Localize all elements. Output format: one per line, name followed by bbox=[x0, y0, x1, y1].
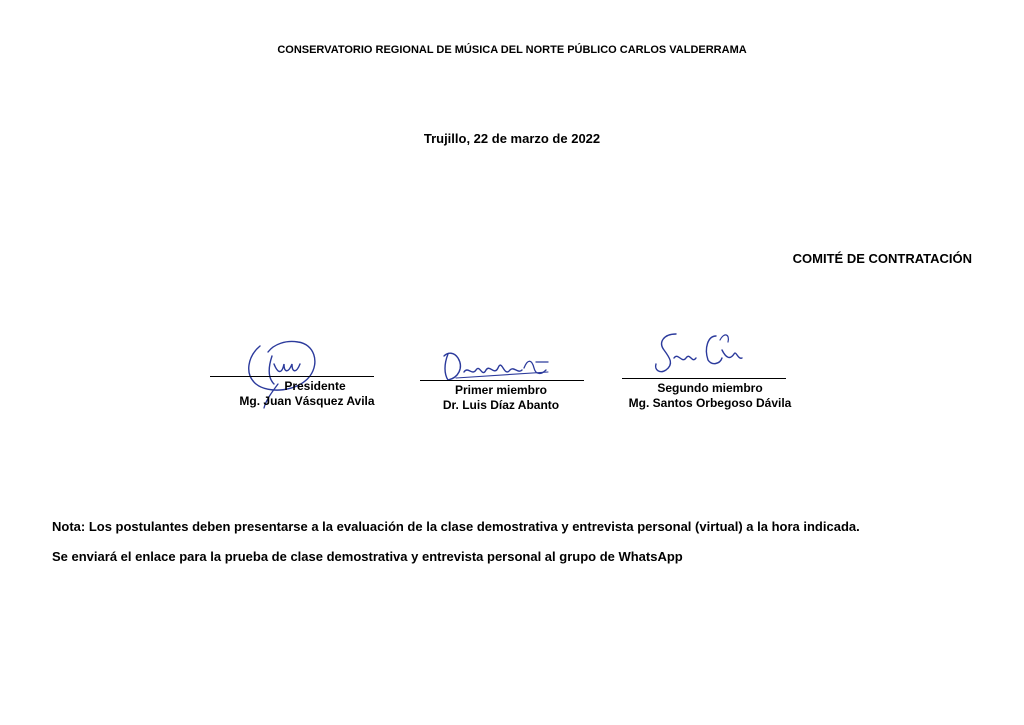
signatory-name: Mg. Juan Vásquez Avila bbox=[239, 394, 375, 408]
signature-2-icon bbox=[436, 348, 556, 388]
signatory-name: Dr. Luis Díaz Abanto bbox=[442, 398, 560, 412]
signatory-role: Presidente bbox=[284, 379, 346, 393]
date-line: Trujillo, 22 de marzo de 2022 bbox=[423, 131, 601, 146]
signatory-role: Segundo miembro bbox=[657, 381, 763, 395]
signature-line-second-member bbox=[622, 378, 786, 379]
note-line-1: Nota: Los postulantes deben presentarse a la evaluación de la clase demostrativa y entrevista personal (virtual) a la hora indicada. bbox=[52, 519, 860, 534]
note-line-2: Se enviará el enlace para la prueba de clase demostrativa y entrevista personal al grupo de WhatsApp bbox=[52, 549, 683, 564]
signature-line-first-member bbox=[420, 380, 584, 381]
signature-line-president bbox=[210, 376, 374, 377]
signature-3-icon bbox=[650, 330, 750, 378]
signatory-role: Primer miembro bbox=[454, 383, 548, 397]
signatory-name: Mg. Santos Orbegoso Dávila bbox=[628, 396, 792, 410]
institution-header: CONSERVATORIO REGIONAL DE MÚSICA DEL NORTE PÚBLICO CARLOS VALDERRAMA bbox=[277, 44, 747, 56]
committee-title: COMITÉ DE CONTRATACIÓN bbox=[792, 251, 972, 266]
